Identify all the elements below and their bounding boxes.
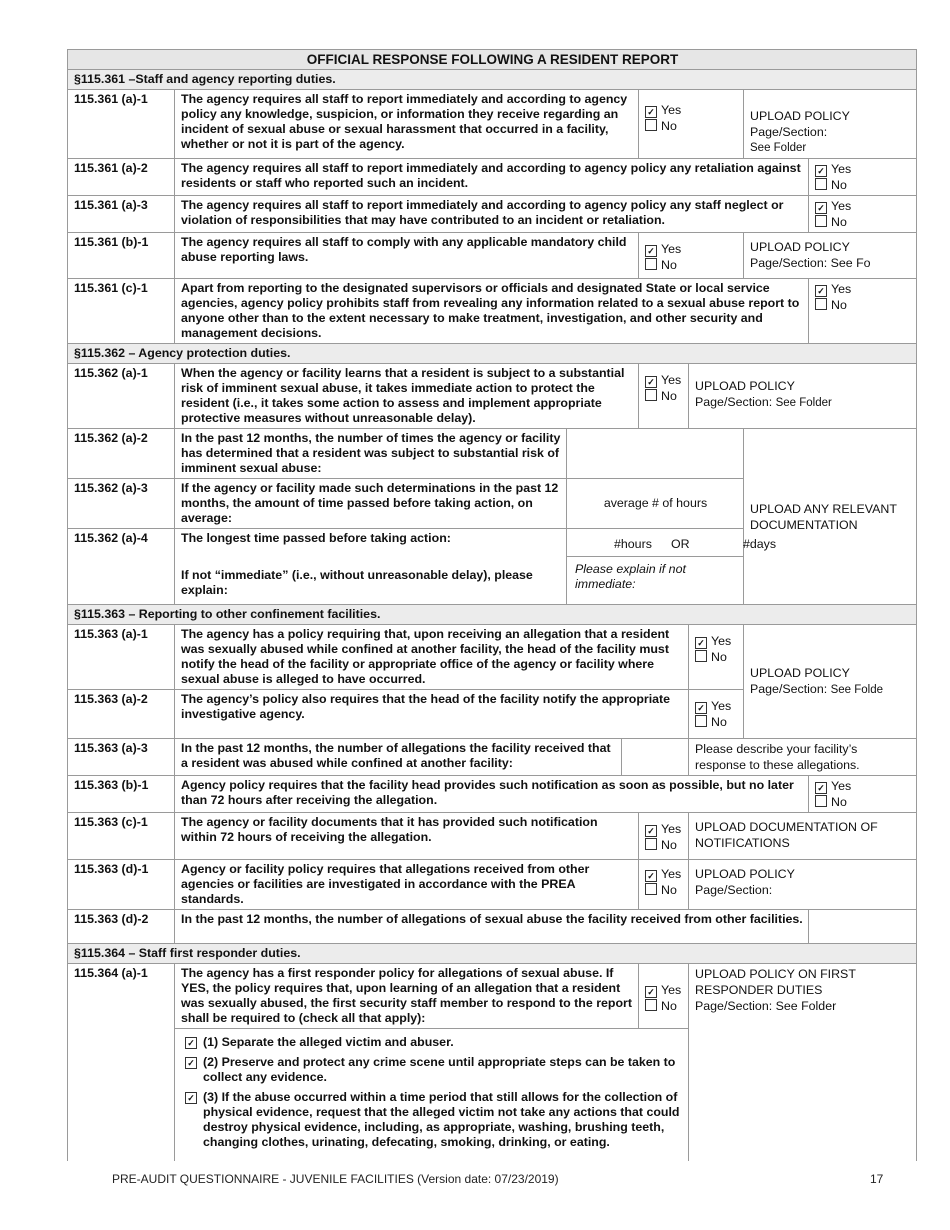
checkbox-icon[interactable] bbox=[645, 838, 657, 850]
item-question: The agency’s policy also requires that the head of the facility notify the appropriate investigative agency. bbox=[175, 690, 689, 739]
questionnaire-table bbox=[67, 49, 917, 1161]
section-header-364: §115.364 – Staff first responder duties. bbox=[68, 944, 917, 964]
yes-no-field[interactable] bbox=[639, 813, 689, 860]
checked-checkbox-icon[interactable]: ✓ bbox=[645, 106, 657, 118]
checked-checkbox-icon[interactable]: ✓ bbox=[185, 1092, 197, 1104]
item-question: In the past 12 months, the number of allegations of sexual abuse the facility received from other facilities. bbox=[175, 910, 809, 944]
page-section-label: Page/Section: bbox=[695, 883, 773, 897]
page-number: 17 bbox=[870, 1172, 884, 1186]
no-option[interactable]: No bbox=[695, 649, 738, 665]
no-option[interactable]: No bbox=[815, 214, 911, 230]
checkbox-icon[interactable] bbox=[645, 119, 657, 131]
responder-checklist bbox=[175, 1029, 689, 1162]
section-header-361: §115.361 –Staff and agency reporting duties. bbox=[68, 70, 917, 90]
checklist-item[interactable]: ✓ (1) Separate the alleged victim and abuser. bbox=[185, 1035, 683, 1050]
checklist-item[interactable]: ✓ (3) If the abuse occurred within a time period that still allows for the collection of physical evidence, request that the alleged victim not take any actions that could destroy physical evidence, including, as appropriate, washing, brushing teeth, changing clothes, urinating, defecating, smoking, drinking, or eating. bbox=[185, 1090, 683, 1150]
item-id: 115.361 (c)-1 bbox=[68, 279, 175, 344]
item-question: When the agency or facility learns that a resident is subject to a substantial risk of imminent sexual abuse, it takes immediate action to protect the resident (i.e., it takes some action to assess and implement appropriate protective measures without unreasonable delay). bbox=[175, 364, 639, 429]
hours-days-row[interactable] bbox=[567, 529, 777, 557]
page-section-value: See Folder bbox=[750, 142, 807, 154]
item-id: 115.363 (b)-1 bbox=[68, 776, 175, 813]
item-id: 115.361 (a)-3 bbox=[68, 196, 175, 233]
upload-first-responder-cell[interactable] bbox=[689, 964, 917, 1162]
checked-checkbox-icon[interactable]: ✓ bbox=[695, 702, 707, 714]
yes-option[interactable]: ✓ Yes bbox=[645, 982, 683, 998]
page-section-value: See Folder bbox=[775, 999, 837, 1013]
checklist-item[interactable]: ✓ (2) Preserve and protect any crime scene until appropriate steps can be taken to collect any evidence. bbox=[185, 1055, 683, 1085]
yes-no-field[interactable] bbox=[809, 196, 917, 233]
upload-policy-cell[interactable] bbox=[689, 364, 917, 429]
yes-no-field[interactable] bbox=[809, 279, 917, 344]
checkbox-icon[interactable] bbox=[645, 999, 657, 1011]
checked-checkbox-icon[interactable]: ✓ bbox=[815, 782, 827, 794]
item-id: 115.363 (a)-1 bbox=[68, 625, 175, 690]
yes-option[interactable]: ✓ Yes bbox=[645, 821, 683, 837]
item-question: In the past 12 months, the number of times the agency or facility has determined that a resident was subject to substantial risk of imminent sexual abuse: bbox=[175, 429, 567, 479]
yes-no-field[interactable] bbox=[689, 625, 744, 690]
item-id: 115.363 (a)-3 bbox=[68, 739, 175, 776]
item-question: The agency requires all staff to report immediately and according to agency policy any retaliation against residents or staff who reported such an incident. bbox=[175, 159, 809, 196]
upload-documentation-cell[interactable] bbox=[689, 813, 917, 860]
item-id: 115.361 (a)-1 bbox=[68, 90, 175, 159]
page-section-value: See Folde bbox=[830, 684, 884, 696]
upload-policy-cell[interactable] bbox=[744, 90, 917, 159]
describe-response-input[interactable]: Please describe your facility’s response to these allegations. bbox=[689, 739, 917, 776]
no-option[interactable]: No bbox=[815, 297, 911, 313]
upload-policy-cell[interactable] bbox=[689, 860, 917, 910]
checked-checkbox-icon[interactable]: ✓ bbox=[185, 1057, 197, 1069]
yes-no-field[interactable] bbox=[689, 690, 744, 739]
checkbox-icon[interactable] bbox=[815, 298, 827, 310]
checkbox-icon[interactable] bbox=[695, 715, 707, 727]
checkbox-icon[interactable] bbox=[645, 883, 657, 895]
upload-any-cell[interactable] bbox=[744, 429, 917, 605]
page-section-label: Page/Section: bbox=[750, 682, 828, 696]
item-question: The agency requires all staff to comply with any applicable mandatory child abuse reporting laws. bbox=[175, 233, 639, 279]
yes-option[interactable]: ✓ Yes bbox=[815, 281, 911, 297]
yes-option[interactable]: ✓ Yes bbox=[645, 241, 738, 257]
no-option[interactable]: No bbox=[645, 998, 683, 1014]
item-id: 115.362 (a)-3 bbox=[68, 479, 175, 529]
item-question: The agency requires all staff to report immediately and according to agency policy any staff neglect or violation of responsibilities that may have contributed to an incident or retaliation. bbox=[175, 196, 809, 233]
no-option[interactable]: No bbox=[645, 882, 683, 898]
yes-option[interactable]: ✓ Yes bbox=[645, 372, 683, 388]
checkbox-icon[interactable] bbox=[695, 650, 707, 662]
upload-any-label[interactable]: UPLOAD ANY RELEVANT DOCUMENTATION bbox=[750, 501, 897, 532]
item-id: 115.363 (d)-2 bbox=[68, 910, 175, 944]
checked-checkbox-icon[interactable]: ✓ bbox=[695, 637, 707, 649]
longest-time-cell[interactable] bbox=[567, 529, 777, 605]
item-id: 115.362 (a)-1 bbox=[68, 364, 175, 429]
section-header-363: §115.363 – Reporting to other confinement facilities. bbox=[68, 605, 917, 625]
no-option[interactable]: No bbox=[645, 257, 738, 273]
page-section-value: See Folder bbox=[775, 397, 832, 409]
item-question: The agency has a first responder policy for allegations of sexual abuse. If YES, the policy requires that, upon learning of an allegation that a resident was sexually abused, the first security staff member to respond to the report shall be required to (check all that apply): bbox=[175, 964, 639, 1029]
upload-first-responder-label[interactable]: UPLOAD POLICY ON FIRST RESPONDER DUTIES bbox=[695, 967, 856, 997]
hours-label: #hours bbox=[614, 537, 652, 551]
item-question: Agency policy requires that the facility head provides such notification as soon as possible, but no later than 72 hours after receiving the allegation. bbox=[175, 776, 809, 813]
yes-option[interactable]: ✓ Yes bbox=[645, 102, 738, 118]
item-id: 115.363 (d)-1 bbox=[68, 860, 175, 910]
checked-checkbox-icon[interactable]: ✓ bbox=[815, 285, 827, 297]
blank-cell bbox=[68, 1029, 175, 1162]
count-input[interactable] bbox=[809, 910, 917, 944]
yes-option[interactable]: ✓ Yes bbox=[695, 698, 738, 714]
page-section-label: Page/Section: bbox=[750, 256, 828, 270]
no-option[interactable]: No bbox=[645, 388, 683, 404]
item-question: The agency has a policy requiring that, upon receiving an allegation that a resident was sexually abused while confined at another facility, the head of the facility must notify the head of the facility or appropriate office of the agency or facility where sexual abuse is alleged to have occurred. bbox=[175, 625, 689, 690]
no-option[interactable]: No bbox=[645, 118, 738, 134]
yes-option[interactable]: ✓ Yes bbox=[815, 778, 911, 794]
item-id: 115.361 (b)-1 bbox=[68, 233, 175, 279]
page-section-label: Page/Section: bbox=[750, 125, 828, 139]
item-question: In the past 12 months, the number of allegations the facility received that a resident was abused while confined at another facility: bbox=[175, 739, 622, 776]
item-question: If the agency or facility made such determinations in the past 12 months, the amount of time passed before taking action, on average: bbox=[175, 479, 567, 529]
checked-checkbox-icon[interactable]: ✓ bbox=[645, 825, 657, 837]
count-input[interactable] bbox=[567, 429, 744, 479]
page-title: OFFICIAL RESPONSE FOLLOWING A RESIDENT REPORT bbox=[68, 50, 917, 70]
yes-no-field[interactable] bbox=[639, 364, 689, 429]
yes-no-field[interactable] bbox=[809, 776, 917, 813]
yes-no-field[interactable] bbox=[639, 964, 689, 1029]
upload-policy-label[interactable]: UPLOAD POLICY bbox=[750, 240, 850, 254]
yes-no-field[interactable] bbox=[809, 159, 917, 196]
item-id: 115.363 (c)-1 bbox=[68, 813, 175, 860]
checkbox-icon[interactable] bbox=[815, 178, 827, 190]
checkbox-icon[interactable] bbox=[815, 215, 827, 227]
explain-question: If not “immediate” (i.e., without unreasonable delay), please explain: bbox=[181, 568, 533, 597]
explain-input[interactable]: Please explain if not immediate: bbox=[575, 562, 686, 591]
upload-policy-label[interactable]: UPLOAD POLICY bbox=[750, 666, 850, 680]
checkbox-icon[interactable] bbox=[815, 795, 827, 807]
checked-checkbox-icon[interactable]: ✓ bbox=[815, 202, 827, 214]
checked-checkbox-icon[interactable]: ✓ bbox=[645, 376, 657, 388]
section-header-362: §115.362 – Agency protection duties. bbox=[68, 344, 917, 364]
yes-no-field[interactable] bbox=[639, 860, 689, 910]
item-question: Apart from reporting to the designated supervisors or officials and designated State or local service agencies, agency policy prohibits staff from revealing any information related to a sexual abuse report to anyone other than to the extent necessary to make treatment, investigation, and other security and management decisions. bbox=[175, 279, 809, 344]
checked-checkbox-icon[interactable]: ✓ bbox=[185, 1037, 197, 1049]
checked-checkbox-icon[interactable]: ✓ bbox=[645, 986, 657, 998]
average-hours-input[interactable] bbox=[567, 479, 744, 529]
questionnaire-page bbox=[67, 49, 916, 1161]
days-label: #days bbox=[743, 537, 777, 551]
no-option[interactable]: No bbox=[645, 837, 683, 853]
yes-option[interactable]: ✓ Yes bbox=[815, 161, 911, 177]
upload-policy-cell[interactable] bbox=[744, 625, 917, 739]
item-id: 115.362 (a)-2 bbox=[68, 429, 175, 479]
no-option[interactable]: No bbox=[815, 794, 911, 810]
upload-policy-label[interactable]: UPLOAD POLICY bbox=[695, 867, 795, 881]
count-input[interactable] bbox=[622, 739, 689, 776]
no-option[interactable]: No bbox=[815, 177, 911, 193]
page-section-value: See Fo bbox=[830, 256, 871, 270]
item-question: The agency requires all staff to report immediately and according to agency policy any knowledge, suspicion, or information they receive regarding an incident of sexual abuse or sexual harassment that occurred in a facility, whether or not it is part of the agency. bbox=[175, 90, 639, 159]
item-id: 115.361 (a)-2 bbox=[68, 159, 175, 196]
average-hours-label: average # of hours bbox=[603, 496, 708, 510]
yes-no-field[interactable] bbox=[639, 233, 744, 279]
item-id: 115.362 (a)-4 bbox=[68, 529, 175, 605]
item-question bbox=[175, 529, 567, 605]
item-question: The agency or facility documents that it has provided such notification within 72 hours of receiving the allegation. bbox=[175, 813, 639, 860]
no-option[interactable]: No bbox=[695, 714, 738, 730]
checkbox-icon[interactable] bbox=[645, 389, 657, 401]
checked-checkbox-icon[interactable]: ✓ bbox=[645, 245, 657, 257]
upload-policy-cell[interactable] bbox=[744, 233, 917, 279]
page-section-label: Page/Section: bbox=[695, 395, 773, 409]
checked-checkbox-icon[interactable]: ✓ bbox=[815, 165, 827, 177]
yes-no-field[interactable] bbox=[639, 90, 744, 159]
or-label: OR bbox=[671, 537, 690, 551]
checked-checkbox-icon[interactable]: ✓ bbox=[645, 870, 657, 882]
yes-option[interactable]: ✓ Yes bbox=[815, 198, 911, 214]
item-question: Agency or facility policy requires that allegations received from other agencies or facilities are investigated in accordance with the PREA standards. bbox=[175, 860, 639, 910]
upload-policy-label[interactable]: UPLOAD POLICY bbox=[695, 379, 795, 393]
yes-option[interactable]: ✓ Yes bbox=[695, 633, 738, 649]
page-section-label: Page/Section: bbox=[695, 999, 773, 1013]
upload-policy-label[interactable]: UPLOAD POLICY bbox=[750, 109, 850, 123]
yes-option[interactable]: ✓ Yes bbox=[645, 866, 683, 882]
item-id: 115.364 (a)-1 bbox=[68, 964, 175, 1029]
upload-documentation-label[interactable]: UPLOAD DOCUMENTATION OF NOTIFICATIONS bbox=[695, 820, 878, 850]
item-id: 115.363 (a)-2 bbox=[68, 690, 175, 739]
longest-time-question: The longest time passed before taking action: bbox=[181, 531, 451, 545]
footer-text: PRE-AUDIT QUESTIONNAIRE - JUVENILE FACILITIES (Version date: 07/23/2019) bbox=[112, 1172, 559, 1186]
checkbox-icon[interactable] bbox=[645, 258, 657, 270]
